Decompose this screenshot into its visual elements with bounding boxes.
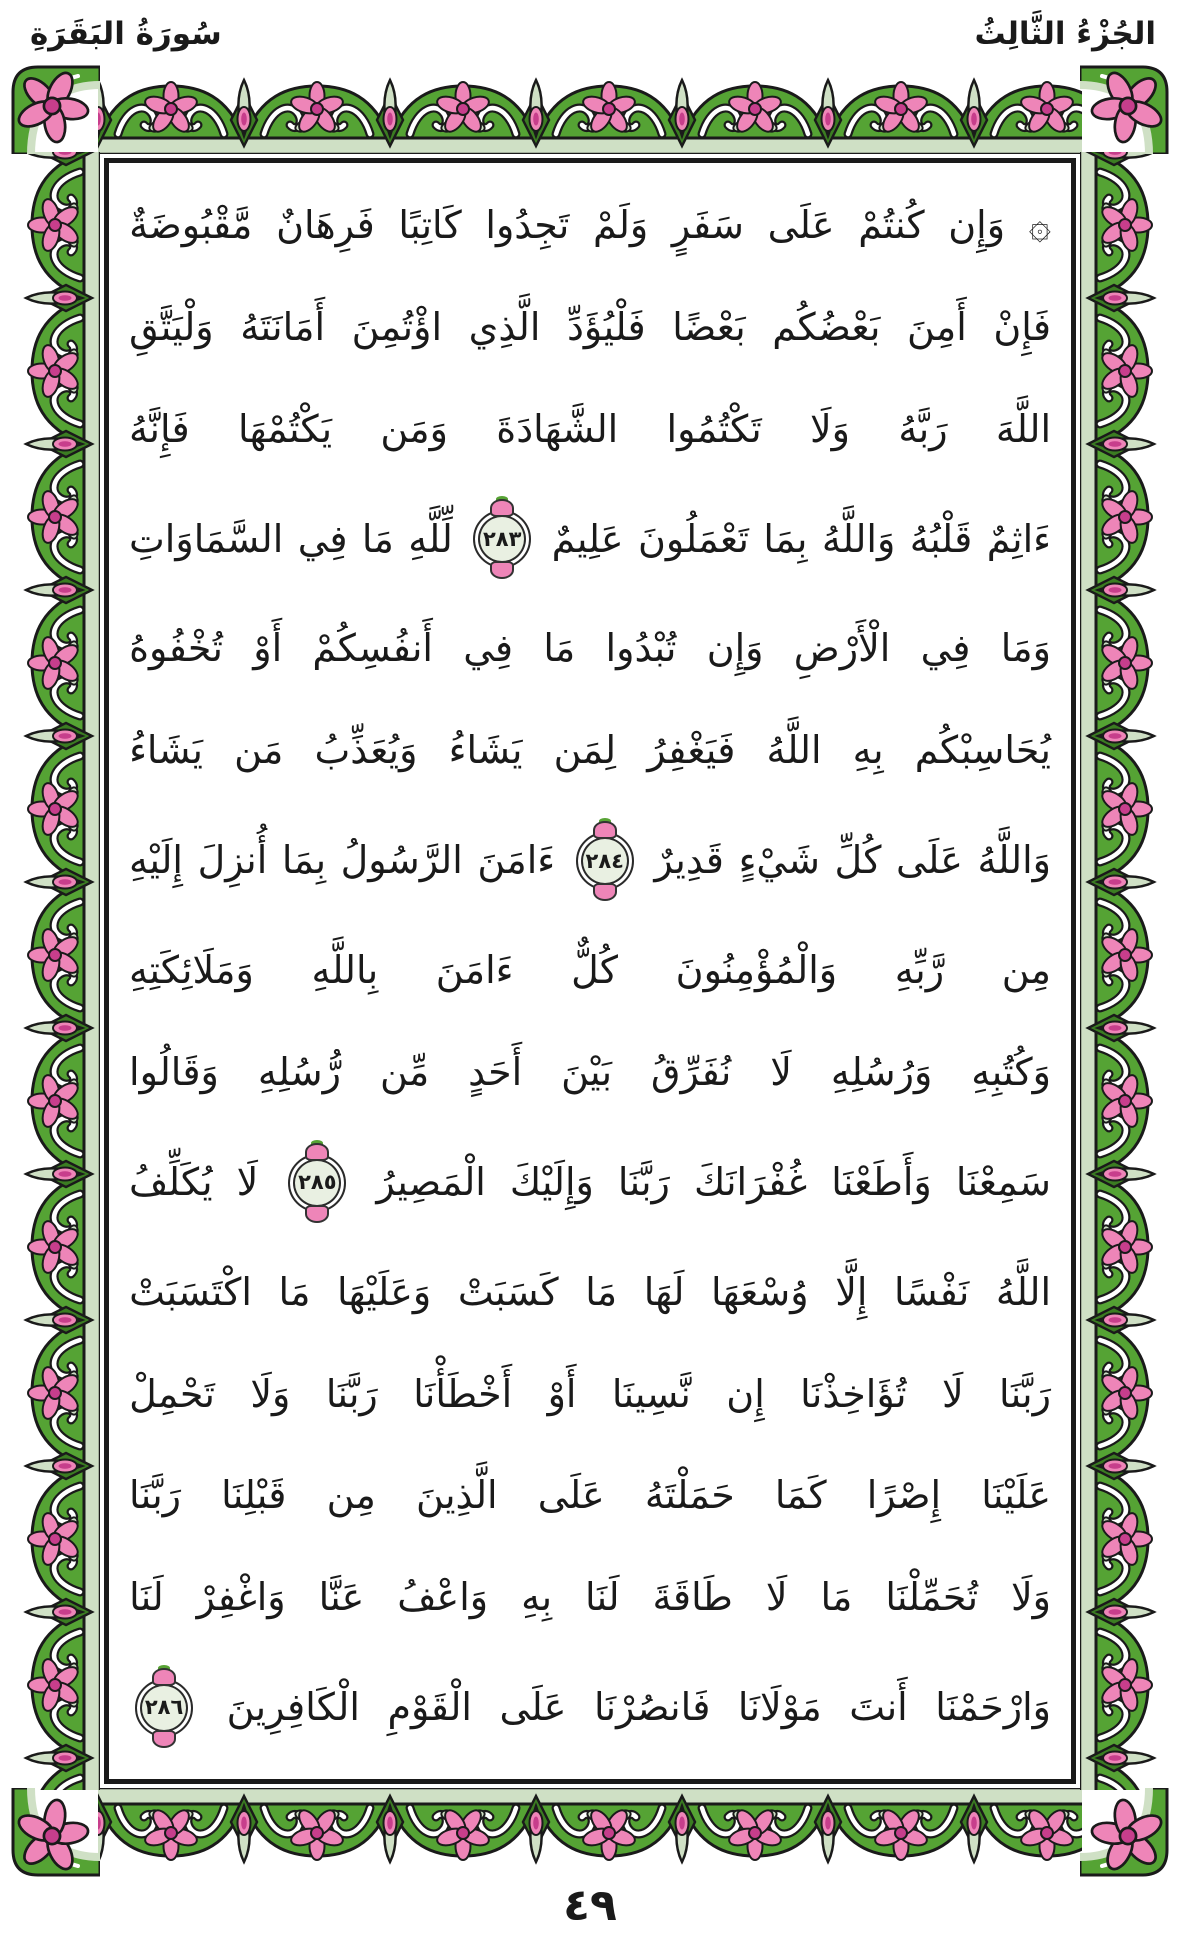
quran-word: رَبَّنَا — [617, 1159, 670, 1204]
quran-word: وَارْحَمْنَا — [935, 1685, 1051, 1730]
quran-line — [129, 628, 1051, 670]
quran-line — [129, 205, 1051, 247]
surah-title: سُورَةُ البَقَرَةِ — [30, 16, 222, 52]
quran-word: مَا — [361, 516, 394, 561]
quran-word: كُلٌّ — [571, 948, 619, 993]
decorative-border-frame — [8, 62, 1172, 1880]
quran-word: الَّذِي — [468, 304, 541, 349]
quran-word: تُبْدُوا — [605, 626, 677, 671]
quran-word: ءَامَنَ — [477, 838, 556, 883]
quran-word: لَهَا — [643, 1269, 685, 1314]
quran-word: اؤْتُمِنَ — [351, 304, 443, 349]
quran-word: لَا — [941, 1371, 964, 1416]
quran-word: أَخْطَأْنَا — [413, 1371, 513, 1416]
quran-word: فَرِهَانٌ — [276, 203, 375, 247]
quran-line — [129, 304, 1051, 349]
quran-word: مِن — [326, 1473, 376, 1518]
quran-word: الْأَرْضِ — [793, 626, 891, 671]
quran-word: فَانصُرْنَا — [593, 1685, 711, 1730]
quran-word: لَا — [770, 1049, 792, 1094]
quran-word: وَاعْفُ — [397, 1575, 489, 1620]
quran-word: عَلَى — [896, 838, 963, 883]
quran-line — [129, 950, 1051, 992]
quran-word: مَا — [820, 1575, 853, 1620]
quran-word: رُّسُلِهِ — [257, 1049, 341, 1094]
quran-line — [129, 1049, 1051, 1094]
quran-word: وَعَلَيْهَا — [337, 1269, 432, 1314]
quran-line — [129, 406, 1051, 451]
quran-word: بِهِ — [852, 728, 884, 773]
border-top-arabesque — [98, 62, 1082, 154]
quran-word: إِلَيْهِ — [129, 838, 183, 883]
quran-word: عَلِيمٌ — [551, 516, 624, 561]
quran-word: وَمَلَائِكَتِهِ — [129, 948, 254, 993]
quran-word: اللَّهُ — [766, 728, 822, 773]
quran-word: أَنفُسِكُمْ — [312, 626, 433, 671]
text-frame — [104, 158, 1076, 1784]
quran-word: إِن — [726, 1371, 765, 1416]
quran-word: وُسْعَهَا — [710, 1269, 809, 1314]
quran-word: يَكْتُمْهَا — [237, 406, 333, 451]
border-corner-flower-icon — [1080, 1788, 1172, 1880]
quran-word: الْقَوْمِ — [387, 1685, 472, 1730]
quran-word: وَمَن — [380, 406, 448, 451]
quran-word: مِن — [1001, 948, 1051, 993]
quran-word: أَمَانَتَهُ — [240, 304, 326, 349]
quran-word: لَا — [236, 1159, 259, 1204]
ayah-number: ٢٨٦ — [144, 1695, 184, 1720]
quran-word: وَلْيَتَّقِ — [129, 304, 214, 349]
quran-word: كَاتِبًا — [398, 203, 462, 247]
quran-word: أَوْ — [253, 626, 283, 671]
quran-word: بَعْضُكُم — [772, 304, 881, 349]
quran-word: تَكْتُمُوا — [666, 406, 762, 451]
quran-word: الشَّهَادَةَ — [496, 406, 619, 451]
quran-word: وَاغْفِرْ — [196, 1575, 286, 1620]
quran-word: أَمِنَ — [906, 304, 967, 349]
quran-word: مَا — [543, 626, 576, 671]
quran-line — [129, 1475, 1051, 1517]
quran-word: مِّن — [379, 1049, 430, 1094]
quran-word: ۞ — [1028, 203, 1051, 247]
quran-word: تُخْفُوهُ — [129, 626, 223, 671]
ayah-number-medallion-icon — [576, 832, 634, 890]
quran-word: سَمِعْنَا — [955, 1159, 1051, 1204]
quran-word: وَاللَّهُ — [977, 838, 1051, 883]
quran-line — [129, 1577, 1051, 1619]
quran-word: بِمَا — [763, 516, 808, 561]
quran-word: وَإِن — [948, 203, 1006, 247]
quran-word: أَوْ — [547, 1371, 577, 1416]
quran-word: بِهِ — [521, 1575, 553, 1620]
quran-word: تُؤَاخِذْنَا — [800, 1371, 907, 1416]
quran-word: ءَامَنَ — [435, 948, 514, 993]
ayah-number-medallion-icon — [288, 1154, 346, 1212]
quran-line — [129, 1154, 1051, 1212]
quran-word: مَوْلَانَا — [737, 1685, 822, 1730]
quran-word: الْمَصِيرُ — [376, 1159, 486, 1204]
quran-word: اكْتَسَبَتْ — [129, 1269, 252, 1314]
quran-word: مَا — [585, 1269, 618, 1314]
quran-word: عَلَى — [537, 1473, 605, 1518]
quran-word: قَلْبُهُ — [909, 516, 973, 561]
quran-word: أُنزِلَ — [197, 838, 268, 883]
quran-word: يَشَاءُ — [129, 728, 203, 773]
quran-word: فَإِنَّهُ — [129, 406, 190, 451]
quran-word: تَعْمَلُونَ — [637, 516, 749, 561]
quran-line — [129, 1679, 1051, 1737]
quran-word: وَاللَّهُ — [821, 516, 896, 561]
ayah-number: ٢٨٥ — [298, 1170, 337, 1195]
quran-word: وَأَطَعْنَا — [831, 1159, 932, 1204]
quran-word: سَفَرٍ — [671, 203, 744, 247]
quran-word: تُحَمِّلْنَا — [885, 1575, 979, 1620]
quran-word: وَالْمُؤْمِنُونَ — [675, 948, 838, 993]
quran-word: تَحْمِلْ — [129, 1371, 215, 1416]
quran-word: فِي — [463, 626, 514, 671]
quran-word: يَشَاءُ — [448, 728, 523, 773]
quran-word: لَنَا — [584, 1575, 620, 1620]
quran-word: فِي — [920, 626, 971, 671]
quran-word: وَيُعَذِّبُ — [314, 728, 418, 773]
quran-word: فَإِنْ — [993, 304, 1051, 349]
ayah-number-medallion-icon — [473, 510, 531, 568]
quran-word: إِلَّا — [835, 1269, 868, 1314]
quran-word: مَا — [278, 1269, 311, 1314]
quran-word: أَحَدٍ — [468, 1049, 523, 1094]
quran-word: وَإِلَيْكَ — [509, 1159, 594, 1204]
quran-word: يُحَاسِبْكُم — [914, 728, 1051, 773]
quran-word: عَلَى — [767, 203, 835, 247]
quran-word: لِمَن — [553, 728, 617, 773]
quran-word: وَمَا — [1000, 626, 1051, 671]
quran-word: نَّسِينَا — [611, 1371, 691, 1416]
quran-word: وَلَا — [810, 406, 851, 451]
quran-word: عَنَّا — [318, 1575, 365, 1620]
quran-word: رَبَّنَا — [999, 1371, 1051, 1416]
border-left-arabesque — [8, 152, 100, 1790]
quran-word: رَبَّهُ — [898, 406, 948, 451]
quran-word: لِّلَّهِ — [408, 516, 453, 561]
quran-word: وَلَا — [1010, 1575, 1051, 1620]
quran-word: كَسَبَتْ — [457, 1269, 559, 1314]
border-bottom-arabesque — [98, 1788, 1082, 1880]
quran-word: لَنَا — [129, 1575, 164, 1620]
quran-word: السَّمَاوَاتِ — [129, 516, 284, 561]
quran-word: وَلَا — [250, 1371, 291, 1416]
quran-word: الَّذِينَ — [416, 1473, 498, 1518]
quran-word: وَلَمْ — [593, 203, 649, 247]
quran-word: طَاقَةَ — [652, 1575, 733, 1620]
quran-word: فَيَغْفِرُ — [647, 728, 736, 773]
quran-word: ءَاثِمٌ — [986, 516, 1051, 561]
quran-word: كَمَا — [774, 1473, 827, 1518]
border-corner-flower-icon — [8, 1788, 100, 1880]
quran-line — [129, 832, 1051, 890]
quran-word: عَلَى — [499, 1685, 567, 1730]
quran-line — [129, 1371, 1051, 1416]
quran-word: تَجِدُوا — [485, 203, 570, 247]
quran-word: قَبْلِنَا — [221, 1473, 287, 1518]
quran-word: رَبَّنَا — [325, 1371, 378, 1416]
quran-word: فَلْيُؤَدِّ — [566, 304, 646, 349]
juz-title: الجُزْءُ الثَّالِثُ — [974, 16, 1156, 52]
quran-word: الرَّسُولُ — [340, 838, 463, 883]
quran-word: بِاللَّهِ — [311, 948, 379, 993]
quran-line — [129, 1269, 1051, 1314]
quran-word: مَّقْبُوضَةٌ — [129, 203, 253, 247]
quran-word: نَفْسًا — [894, 1269, 970, 1314]
quran-word: فِي — [297, 516, 348, 561]
quran-word: بَعْضًا — [672, 304, 746, 349]
quran-word: مَن — [234, 728, 284, 773]
quran-word: لَا — [765, 1575, 788, 1620]
quran-word: كُلِّ — [834, 838, 882, 883]
border-right-arabesque — [1080, 152, 1172, 1790]
quran-word: رَبَّنَا — [129, 1473, 182, 1518]
quran-word: غُفْرَانَكَ — [693, 1159, 808, 1204]
quran-line — [129, 730, 1051, 772]
quran-word: اللَّهُ — [995, 1269, 1051, 1314]
quran-word: عَلَيْنَا — [981, 1473, 1051, 1518]
quran-word: وَكُتُبِهِ — [971, 1049, 1051, 1094]
quran-word: قَدِيرٌ — [654, 838, 724, 883]
quran-word: وَرُسُلِهِ — [830, 1049, 933, 1094]
quran-line — [129, 510, 1051, 568]
page-number: ٤٩ — [563, 1880, 617, 1931]
quran-word: حَمَلْتَهُ — [644, 1473, 735, 1518]
border-corner-flower-icon — [8, 62, 100, 154]
quran-word: الْكَافِرِينَ — [226, 1685, 360, 1730]
quran-word: رَّبِّهِ — [894, 948, 945, 993]
quran-word: أَنتَ — [849, 1685, 908, 1730]
quran-word: كُنتُمْ — [858, 203, 925, 247]
ayah-number: ٢٨٤ — [585, 848, 624, 873]
quran-word: نُفَرِّقُ — [651, 1049, 732, 1094]
quran-word: اللَّهَ — [995, 406, 1051, 451]
border-corner-flower-icon — [1080, 62, 1172, 154]
quran-word: بِمَا — [281, 838, 327, 883]
quran-word: شَيْءٍ — [738, 838, 820, 883]
quran-word: يُكَلِّفُ — [129, 1159, 213, 1204]
ayah-number-medallion-icon — [135, 1679, 193, 1737]
ayah-number: ٢٨٣ — [482, 526, 522, 551]
quran-word: بَيْنَ — [561, 1049, 613, 1094]
quran-word: وَإِن — [706, 626, 764, 671]
quran-lines — [129, 175, 1051, 1767]
quran-word: إِصْرًا — [866, 1473, 942, 1518]
quran-word: وَقَالُوا — [129, 1049, 219, 1094]
